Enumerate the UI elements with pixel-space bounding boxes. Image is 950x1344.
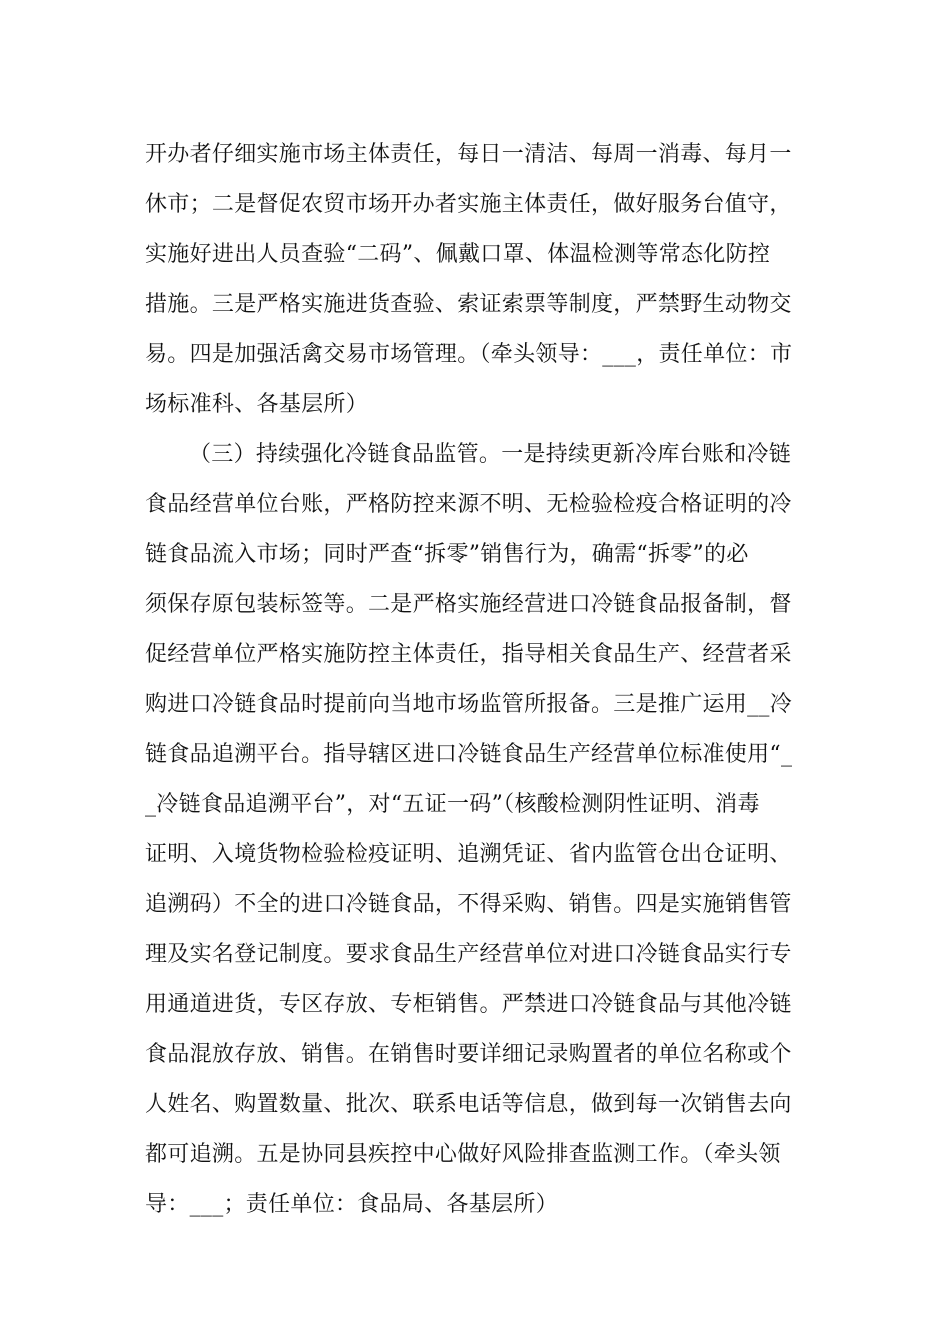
text-line: 促经营单位严格实施防控主体责任，指导相关食品生产、经营者采 <box>145 642 792 667</box>
section-heading-line: （三）持续强化冷链食品监管。一是持续更新冷库台账和冷链 <box>189 442 792 467</box>
text-line: 链食品追溯平台。指导辖区进口冷链食品生产经营单位标准使用“_ <box>145 742 793 767</box>
text-line: 休市；二是督促农贸市场开办者实施主体责任，做好服务台值守， <box>145 192 792 217</box>
text-line: 链食品流入市场；同时严查“拆零”销售行为，确需“拆零”的必 <box>145 542 749 567</box>
text-line: 须保存原包装标签等。二是严格实施经营进口冷链食品报备制，督 <box>145 592 792 617</box>
text-line: 用通道进货，专区存放、专柜销售。严禁进口冷链食品与其他冷链 <box>145 992 792 1017</box>
text-line: _冷链食品追溯平台”，对“五证一码”（核酸检测阴性证明、消毒 <box>145 792 760 817</box>
text-line: 开办者仔细实施市场主体责任，每日一清洁、每周一消毒、每月一 <box>145 142 792 167</box>
text-line: 证明、入境货物检验检疫证明、追溯凭证、省内监管仓出仓证明、 <box>145 842 792 867</box>
text-line: 食品经营单位台账，严格防控来源不明、无检验检疫合格证明的冷 <box>145 492 792 517</box>
text-line: 实施好进出人员查验“二码”、佩戴口罩、体温检测等常态化防控 <box>145 242 771 267</box>
text-line: 易。四是加强活禽交易市场管理。（牵头领导：___，责任单位：市 <box>145 342 793 367</box>
text-line: 追溯码）不全的进口冷链食品，不得采购、销售。四是实施销售管 <box>145 892 792 917</box>
text-line: 食品混放存放、销售。在销售时要详细记录购置者的单位名称或个 <box>145 1042 792 1067</box>
text-line: 措施。三是严格实施进货查验、索证索票等制度，严禁野生动物交 <box>145 292 792 317</box>
text-line: 都可追溯。五是协同县疾控中心做好风险排查监测工作。（牵头领 <box>145 1142 781 1167</box>
text-line: 人姓名、购置数量、批次、联系电话等信息，做到每一次销售去向 <box>145 1092 792 1117</box>
text-line: 购进口冷链食品时提前向当地市场监管所报备。三是推广运用__冷 <box>145 692 793 717</box>
text-line: 场标准科、各基层所） <box>145 392 369 417</box>
text-line: 导：___；责任单位：食品局、各基层所） <box>145 1192 559 1217</box>
text-line: 理及实名登记制度。要求食品生产经营单位对进口冷链食品实行专 <box>145 942 792 967</box>
